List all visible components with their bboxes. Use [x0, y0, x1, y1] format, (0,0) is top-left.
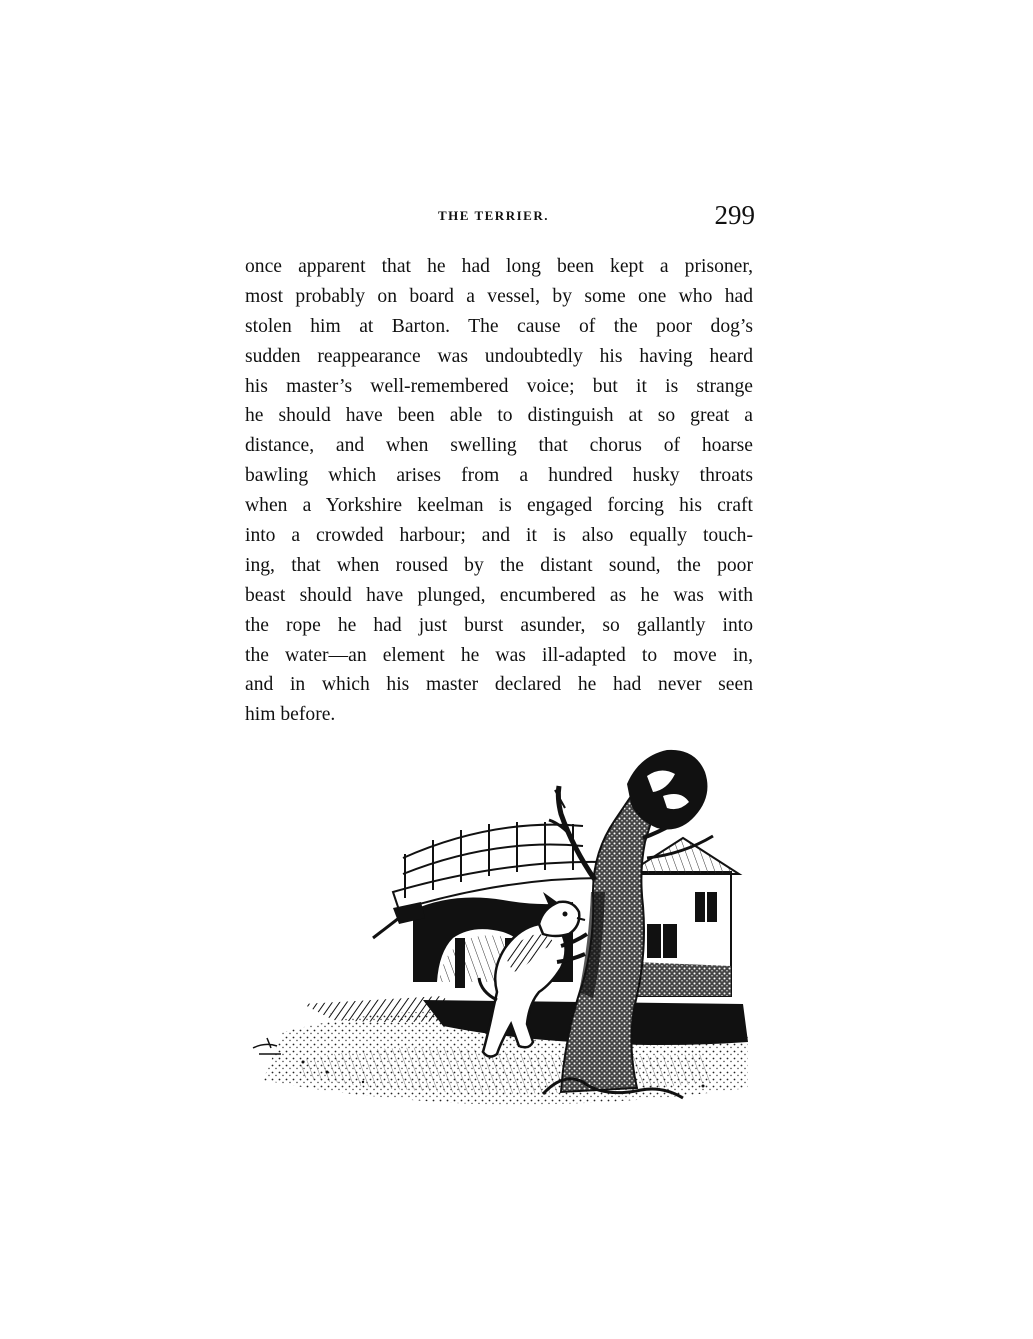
- text-line: stolen him at Barton. The cause of the poor dog’s: [245, 315, 753, 337]
- text-line: the water—an element he was ill-adapted to move in,: [245, 644, 753, 666]
- text-line: distance, and when swelling that chorus of hoarse: [245, 435, 753, 457]
- text-line: and in which his master declared he had never seen: [245, 674, 753, 696]
- text-line: his master’s well-remembered voice; but it is strange: [245, 375, 753, 397]
- text-line: he should have been able to distinguish at so great a: [245, 405, 753, 427]
- text-line: most probably on board a vessel, by some one who had: [245, 285, 753, 307]
- text-line: into a crowded harbour; and it is also equally touch-: [245, 525, 753, 547]
- text-line: beast should have plunged, encumbered as he was with: [245, 584, 753, 606]
- engraving-terrier-tree-bridge-icon: [243, 742, 755, 1112]
- text-line: when a Yorkshire keelman is engaged forcing his craft: [245, 495, 753, 517]
- text-line: bawling which arises from a hundred husky throats: [245, 465, 753, 487]
- text-line: once apparent that he had long been kept a prisoner,: [245, 256, 753, 277]
- running-head: [245, 202, 755, 232]
- text-line: the rope he had just burst asunder, so gallantly into: [245, 614, 753, 636]
- text-line: him before.: [245, 704, 336, 726]
- text-line: sudden reappearance was undoubtedly his having heard: [245, 345, 753, 367]
- running-title: THE TERRIER.: [438, 208, 549, 223]
- page-number: 299: [714, 200, 755, 230]
- text-line: ing, that when roused by the distant sound, the poor: [245, 554, 753, 576]
- body-paragraph: [245, 252, 753, 730]
